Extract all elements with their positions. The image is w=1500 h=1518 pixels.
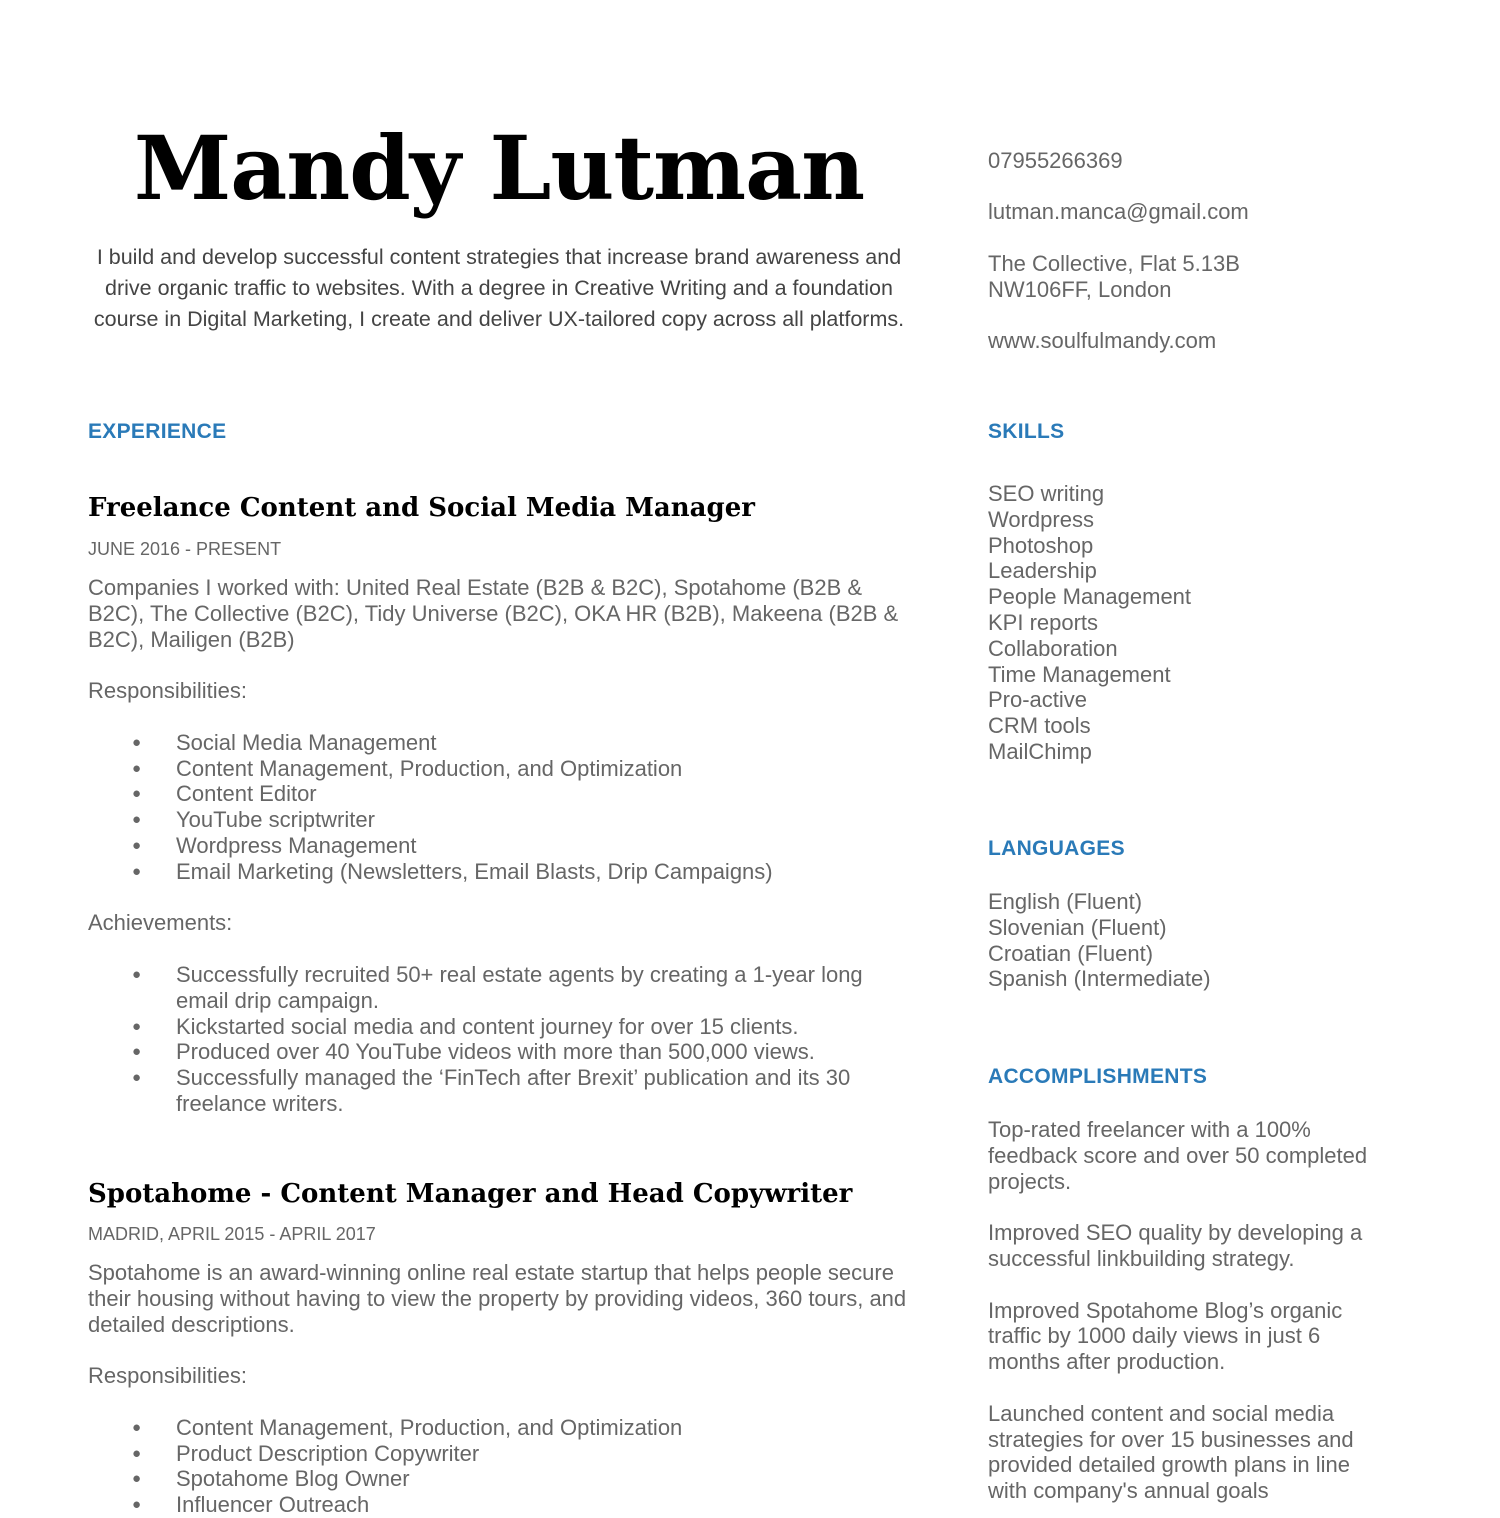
email: lutman.manca@gmail.com [988,199,1249,224]
skill-item: Photoshop [988,532,1094,558]
list-item: ● Product Description Copywriter [88,1441,910,1467]
address-line-2: NW106FF, London [988,277,1172,302]
list-item: ● Spotahome Blog Owner [88,1466,910,1492]
responsibilities-list [88,730,910,885]
skill-item: MailChimp [988,738,1092,764]
accomplishment-item: Launched content and social media strategies for over 15 businesses and provided detailed growth plans in line with company's annual goals [988,1400,1354,1504]
skill-item: Leadership [988,558,1097,584]
accomplishment-item: Improved Spotahome Blog’s organic traffic by 1000 daily views in just 6 months after production. [988,1297,1343,1375]
skill-item: People Management [988,584,1192,610]
skill-item: Time Management [988,661,1171,687]
accomplishment-item: Improved SEO quality by developing a successful linkbuilding strategy. [988,1220,1363,1271]
languages-heading: LANGUAGES [988,837,1125,860]
list-item: ● Content Management, Production, and Optimization [88,756,910,782]
job-date: MADRID, APRIL 2015 - APRIL 2017 [88,1224,376,1244]
achievements-list [88,962,888,1117]
job-description [88,575,910,1117]
experience-heading: EXPERIENCE [88,420,227,443]
skill-item: CRM tools [988,713,1091,739]
skill-item: Wordpress [988,506,1094,532]
summary: I build and develop successful content strategies that increase brand awareness and drive organic traffic to websites. With a degree in Creative Writing and a foundation course in Digital Marketing, I create and deliver UX-tailored copy across all platforms. [93,245,905,331]
list-item: ● Content Editor [88,781,910,807]
list-item: ● Email Marketing (Newsletters, Email Blasts, Drip Campaigns) [88,859,910,885]
job-date: JUNE 2016 - PRESENT [88,539,282,559]
responsibilities-label: Responsibilities: [88,1363,247,1389]
languages-list [988,889,1388,992]
language-item: Croatian (Fluent) [988,940,1154,966]
list-item: ● Influencer Outreach [88,1492,910,1518]
skills-list [988,481,1388,765]
phone: 07955266369 [988,148,1123,173]
skill-item: Collaboration [988,635,1118,661]
list-item: ● YouTube scriptwriter [88,807,910,833]
job-description-text: Spotahome is an award-winning online real estate startup that helps people secure their housing without having to view the property by providing videos, 360 tours, and detailed descriptions. [88,1260,907,1337]
achievements-label: Achievements: [88,910,233,936]
responsibilities-list [88,1415,910,1518]
job-title: Spotahome - Content Manager and Head Copywriter [88,1179,853,1209]
accomplishments-heading: ACCOMPLISHMENTS [988,1065,1208,1088]
responsibilities-label: Responsibilities: [88,678,247,704]
job-title: Freelance Content and Social Media Manager [88,493,755,523]
language-item: Slovenian (Fluent) [988,914,1167,940]
address-line-1: The Collective, Flat 5.13B [988,251,1240,276]
language-item: Spanish (Intermediate) [988,966,1211,992]
language-item: English (Fluent) [988,889,1143,914]
candidate-name: Mandy Lutman [133,116,865,220]
website: www.soulfulmandy.com [988,328,1217,353]
list-item: ● Kickstarted social media and content journey for over 15 clients. [88,1014,888,1040]
accomplishment-item: Top-rated freelancer with a 100% feedback score and over 50 completed projects. [988,1117,1368,1194]
skill-item: Pro-active [988,687,1088,713]
skills-heading: SKILLS [988,420,1065,443]
job-description [88,1260,910,1518]
list-item: ● Successfully managed the ‘FinTech after Brexit’ publication and its 30 freelance writers. [88,1065,888,1117]
list-item: ● Wordpress Management [88,833,910,859]
list-item: ● Social Media Management [88,730,910,756]
accomplishments-list [988,1117,1378,1504]
skill-item: SEO writing [988,481,1105,506]
list-item: ● Successfully recruited 50+ real estate agents by creating a 1-year long email drip campaign. [88,962,888,1014]
job-description-text: Companies I worked with: United Real Estate (B2B & B2C), Spotahome (B2B & B2C), The Collective (B2C), Tidy Universe (B2C), OKA HR (B2B), Makeena (B2B & B2C), Mailigen (B2B) [88,575,899,652]
list-item: ● Content Management, Production, and Optimization [88,1415,910,1441]
list-item: ● Produced over 40 YouTube videos with more than 500,000 views. [88,1039,888,1065]
skill-item: KPI reports [988,609,1099,635]
